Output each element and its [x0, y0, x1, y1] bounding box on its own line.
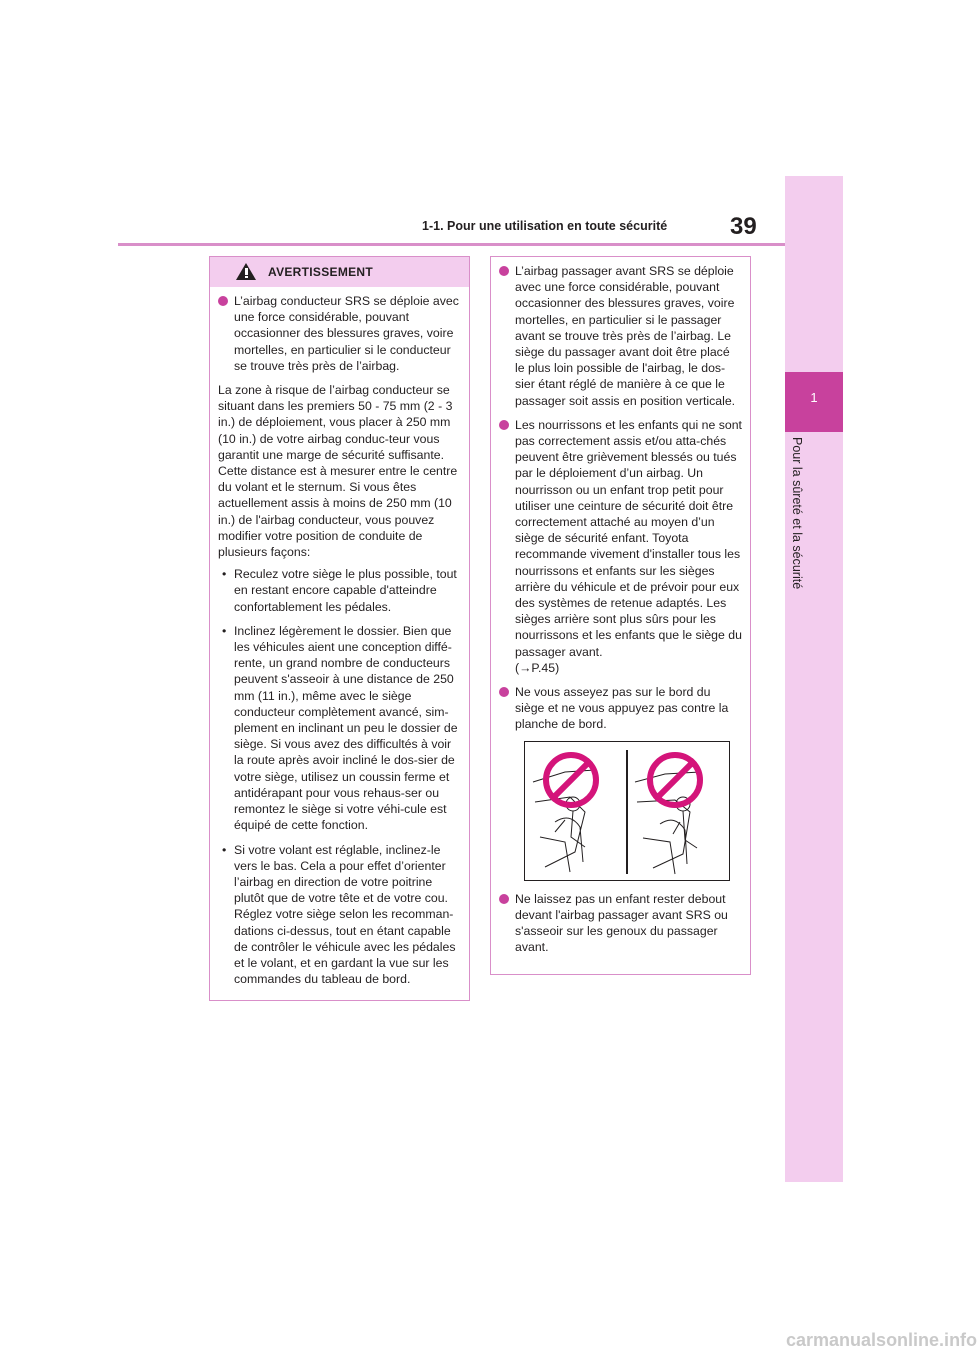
warning-bullet: [499, 684, 742, 733]
chapter-number: 1: [810, 390, 818, 405]
sub-item: [218, 842, 461, 988]
sub-marker: •: [222, 567, 227, 582]
bullet-text: Les nourrissons et les enfants qui ne sont pas correctement assis et/ou atta-chés peuvent être grièvement blessés ou tués par le déploiement d’un airbag. Un nourrisson ou un enfant trop petit pour utiliser une ceinture de sécurité doit être correctement attaché au moyen d’un siège de sécurité enfant. Toyota recommande vivement d'installer tous les nourrissons et enfants sur les sièges arrière du véhicule et de prévoir pour eux des systèmes de retenue adaptés. Les sièges arrière sont plus sûrs pour les nourrissons et les enfants que le siège du passager avant.: [515, 417, 742, 659]
bullet-text: L’airbag passager avant SRS se déploie avec une force considérable, pouvant occasionner des blessures graves, voire mortelles, en particulier si le passager avant se trouve très près de l’airbag. Le siège du passager avant doit être placé le plus loin possible de l'airbag, le dos-sier étant réglé de manière à ce que le passager soit assis en position verticale.: [515, 264, 736, 408]
bullet-text: L’airbag conducteur SRS se déploie avec une force considérable, pouvant occasionner des blessures graves, voire mortelles, en particulier si le conducteur se trouve très près de l’airbag.: [234, 294, 459, 373]
bullet-dot-icon: [499, 894, 509, 904]
bullet-text: Ne vous asseyez pas sur le bord du siège et ne vous appuyez pas contre la planche de bord.: [515, 685, 729, 732]
watermark-part-b: online.info: [886, 1330, 977, 1350]
sub-item: [218, 623, 461, 834]
watermark-logo: [786, 1330, 977, 1351]
sub-marker: •: [222, 623, 227, 638]
watermark-part-a: carmanuals: [786, 1330, 887, 1350]
warning-bullet: [218, 293, 461, 374]
warning-box-left: [209, 256, 470, 1001]
bullet-dot-icon: [499, 266, 509, 276]
prohibited-icon: [543, 752, 599, 808]
illustration-divider: [626, 750, 628, 874]
warning-content-left: [210, 287, 469, 987]
prohibited-icon: [647, 752, 703, 808]
illustration-prohibited-postures: [524, 741, 730, 881]
sub-item: [218, 566, 461, 615]
warning-bullet: [499, 263, 742, 409]
bullet-text: Ne laissez pas un enfant rester debout devant l'airbag passager avant SRS ou s'asseoir sur les genoux du passager avant.: [515, 891, 728, 955]
warning-bullet: [499, 417, 742, 676]
sub-text: Si votre volant est réglable, inclinez-le vers le bas. Cela a pour effet d’orienter l’airbag en direction de votre poitrine plutôt que de votre tête et de votre cou. Réglez votre siège selon les recomman-dations ci-dessus, tout en étant capable de contrôler le véhicule avec les pédales et le volant, et en gardant la vue sur les commandes du tableau de bord.: [234, 842, 456, 987]
warning-box-right: [490, 256, 751, 975]
bullet-dot-icon: [499, 420, 509, 430]
bullet-dot-icon: [499, 687, 509, 697]
warning-title: AVERTISSEMENT: [268, 265, 374, 279]
warning-content-right: [491, 257, 750, 956]
header-divider: [118, 243, 785, 246]
warning-bullet: [499, 891, 742, 956]
page-reference-link[interactable]: (→P.45): [515, 660, 560, 675]
chapter-label: Pour la sûreté et la sécurité: [790, 437, 804, 590]
warning-header: [210, 257, 469, 287]
warning-triangle-icon: [236, 263, 256, 280]
warning-paragraph: La zone à risque de l’airbag conducteur se situant dans les premiers 50 - 75 mm (2 - 3 in.) de déploiement, vous placer à 250 mm (10 in.) de votre airbag conduc-teur vous garantit une marge de sécurité suffisante. Cette distance est à mesurer entre le centre du volant et le sternum. Si vous êtes actuellement assis à moins de 250 mm (10 in.) de l'airbag conducteur, vous pouvez modifier votre position de conduite de plusieurs façons:: [218, 383, 458, 560]
sub-text: Inclinez légèrement le dossier. Bien que les véhicules aient une conception diffé-rente, un grand nombre de conducteurs peuvent s'asseoir à une distance de 250 mm (11 in.), même avec le siège conducteur complètement avancé, sim-plement en inclinant un peu le dossier de siège. Si vous avez des difficultés à voir la route après avoir incliné le dos-sier de votre siège, utilisez un coussin ferme et antidérapant pour vous rehaus-ser ou remontez le siège si votre véhi-cule est équipé de cette fonction.: [234, 623, 458, 833]
section-title: 1-1. Pour une utilisation en toute sécurité: [422, 219, 668, 233]
page-number: 39: [730, 213, 757, 240]
sub-marker: •: [222, 842, 227, 857]
sub-text: Reculez votre siège le plus possible, tout en restant encore capable d'atteindre confortablement les pédales.: [234, 567, 457, 614]
bullet-dot-icon: [218, 296, 228, 306]
